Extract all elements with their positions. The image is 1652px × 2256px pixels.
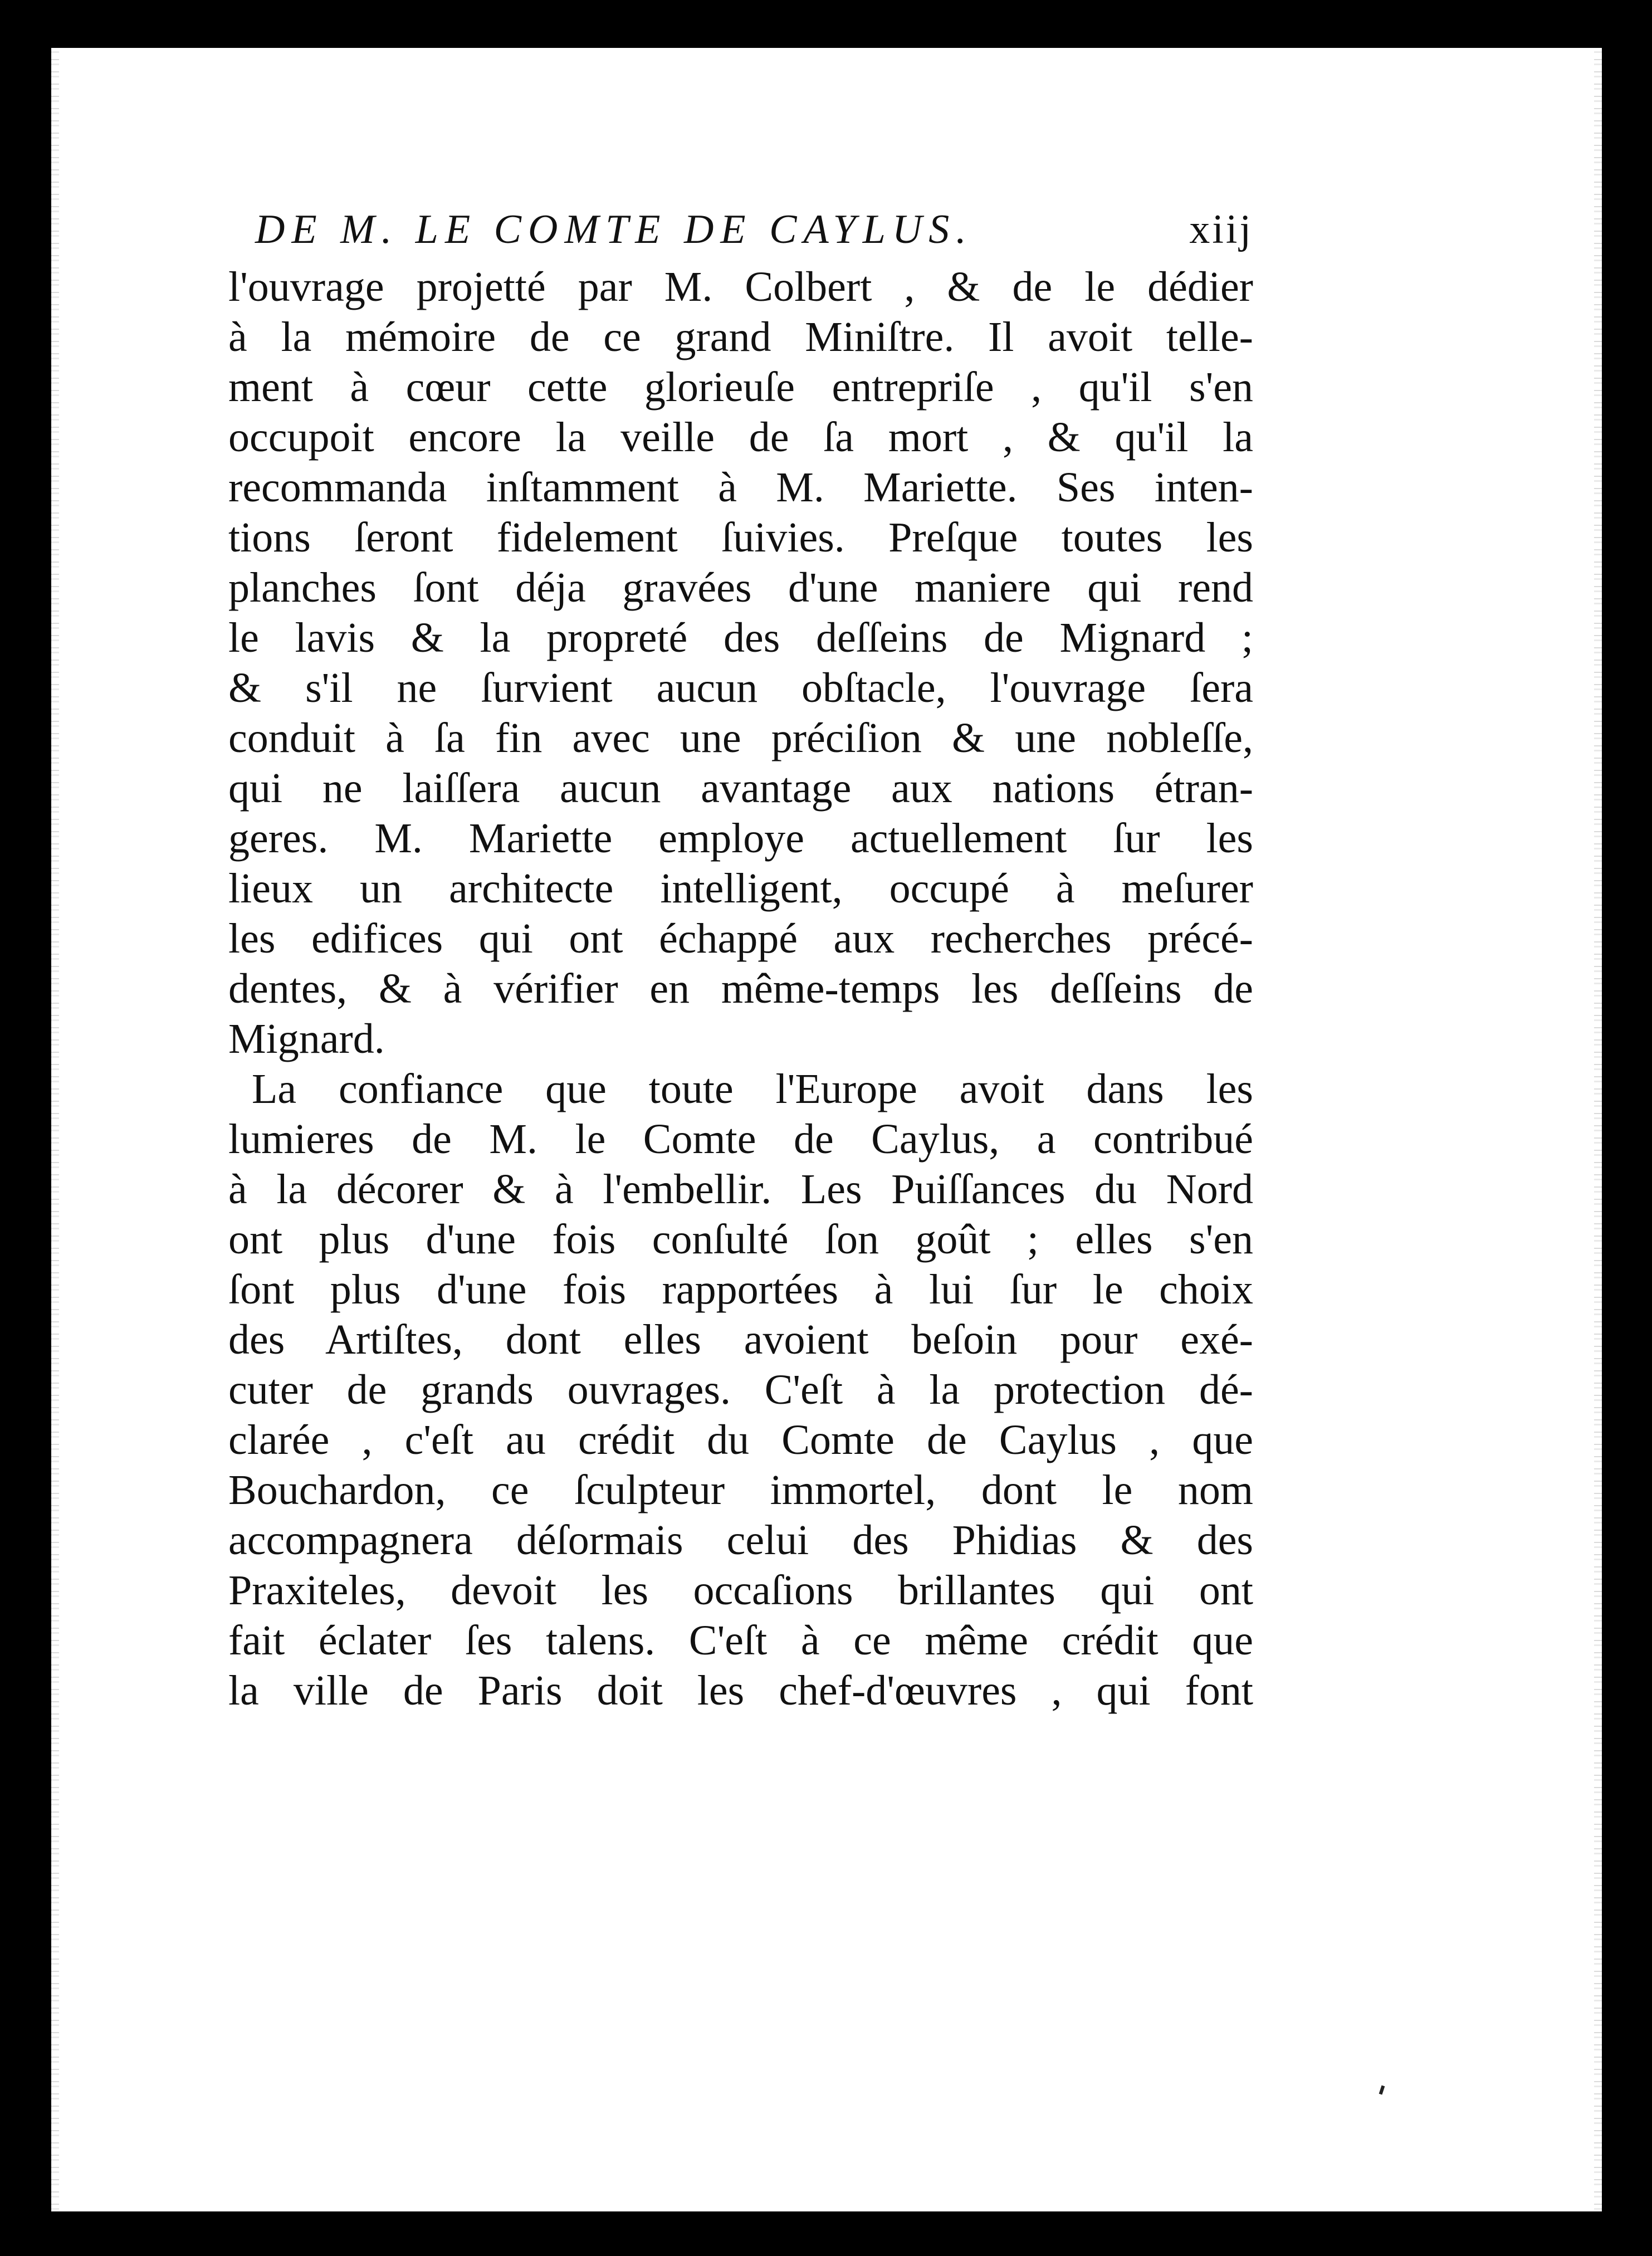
page-number: xiij xyxy=(1189,207,1253,252)
text-line: occupoit encore la veille de ſa mort , & qu'il la xyxy=(228,414,1253,461)
body-text xyxy=(228,262,1253,1716)
text-line: accompagnera déſormais celui des Phidias & des xyxy=(228,1517,1253,1564)
text-line: les edifices qui ont échappé aux recherches précé- xyxy=(228,915,1253,962)
text-line: tions ſeront fidelement ſuivies. Preſque toutes les xyxy=(228,514,1253,561)
running-head xyxy=(228,197,1253,262)
text-line: l'ouvrage projetté par M. Colbert , & de le dédier xyxy=(228,263,1253,310)
text-line: ont plus d'une fois conſulté ſon goût ; elles s'en xyxy=(228,1216,1253,1263)
text-line: qui ne laiſſera aucun avantage aux nations étran- xyxy=(228,765,1253,812)
text-line: des Artiſtes, dont elles avoient beſoin pour exé- xyxy=(228,1316,1253,1363)
text-line: à la mémoire de ce grand Miniſtre. Il avoit telle- xyxy=(228,314,1253,360)
paragraph-start-line: La confiance que toute l'Europe avoit dans les xyxy=(252,1066,1253,1112)
book-page xyxy=(51,48,1602,2211)
text-line: planches ſont déja gravées d'une maniere qui rend xyxy=(228,564,1253,611)
text-line: ment à cœur cette glorieuſe entrepriſe , qu'il s'en xyxy=(228,364,1253,411)
text-line: la ville de Paris doit les chef-d'œuvres , qui font xyxy=(228,1667,1253,1714)
text-line: dentes, & à vérifier en même-temps les deſſeins de xyxy=(228,965,1253,1012)
text-line: le lavis & la propreté des deſſeins de Mignard ; xyxy=(228,614,1253,661)
text-line: Mignard. xyxy=(228,1015,385,1062)
text-line: à la décorer & à l'embellir. Les Puiſſances du Nord xyxy=(228,1166,1253,1213)
running-head-title: DE M. LE COMTE DE CAYLUS. xyxy=(255,207,973,252)
text-line: ſont plus d'une fois rapportées à lui ſur le choix xyxy=(228,1266,1253,1313)
text-line: conduit à ſa fin avec une préciſion & une nobleſſe, xyxy=(228,715,1253,761)
text-line: cuter de grands ouvrages. C'eſt à la protection dé- xyxy=(228,1366,1253,1413)
text-line: lumieres de M. le Comte de Caylus, a contribué xyxy=(228,1116,1253,1163)
ink-speck xyxy=(1379,2085,1385,2094)
text-line: clarée , c'eſt au crédit du Comte de Caylus , que xyxy=(228,1417,1253,1463)
text-line: recommanda inſtamment à M. Mariette. Ses inten- xyxy=(228,464,1253,511)
text-line: Praxiteles, devoit les occaſions brillantes qui ont xyxy=(228,1567,1253,1614)
text-line: Bouchardon, ce ſculpteur immortel, dont le nom xyxy=(228,1467,1253,1513)
page-edge-right xyxy=(1594,48,1602,2211)
text-block xyxy=(228,197,1253,1716)
text-line: geres. M. Mariette employe actuellement ſur les xyxy=(228,815,1253,862)
text-line: lieux un architecte intelligent, occupé à meſurer xyxy=(228,865,1253,912)
text-line: fait éclater ſes talens. C'eſt à ce même crédit que xyxy=(228,1617,1253,1664)
text-line: & s'il ne ſurvient aucun obſtacle, l'ouvrage ſera xyxy=(228,665,1253,711)
page-edge-left xyxy=(51,48,59,2211)
